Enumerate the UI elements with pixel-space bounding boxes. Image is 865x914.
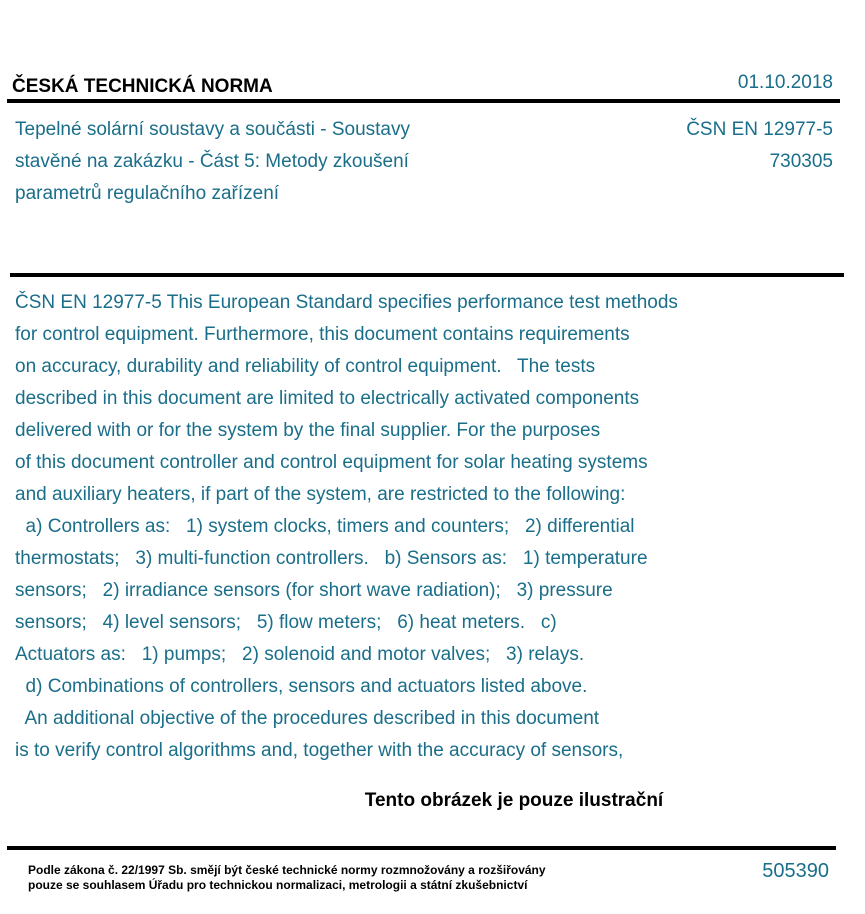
abstract-line: sensors; 4) level sensors; 5) flow meters; 6) heat meters. c): [15, 612, 557, 633]
abstract-line: Actuators as: 1) pumps; 2) solenoid and motor valves; 3) relays.: [15, 644, 585, 665]
catalog-number: 505390: [762, 860, 829, 882]
middle-divider: [10, 273, 844, 277]
document-identifiers: [686, 114, 833, 178]
legal-notice-line: pouze se souhlasem Úřadu pro technickou normalizaci, metrologii a státní zkušebnictví: [28, 878, 528, 892]
abstract-line: described in this document are limited to electrically activated components: [15, 388, 640, 409]
abstract-line: thermostats; 3) multi-function controllers. b) Sensors as: 1) temperature: [15, 548, 648, 569]
top-divider: [7, 99, 840, 103]
illustration-notice: Tento obrázek je pouze ilustrační: [364, 790, 664, 811]
document-title-line: Tepelné solární soustavy a součásti - Soustavy: [15, 119, 410, 140]
abstract-line: for control equipment. Furthermore, this document contains requirements: [15, 324, 630, 345]
publication-date: 01.10.2018: [737, 72, 833, 93]
abstract-line: An additional objective of the procedures described in this document: [15, 708, 600, 729]
abstract-line: sensors; 2) irradiance sensors (for short wave radiation); 3) pressure: [15, 580, 613, 601]
standard-id: ČSN EN 12977-5: [686, 119, 833, 140]
abstract-line: on accuracy, durability and reliability of control equipment. The tests: [15, 356, 596, 377]
abstract-line: ČSN EN 12977-5 This European Standard specifies performance test methods: [15, 292, 678, 313]
document-title-line: stavěné na zakázku - Část 5: Metody zkoušení: [15, 151, 409, 172]
bottom-divider: [7, 846, 836, 850]
document-title: [15, 114, 485, 210]
legal-notice-line: Podle zákona č. 22/1997 Sb. smějí být české technické normy rozmnožovány a rozšiřovány: [28, 863, 546, 877]
abstract-line: d) Combinations of controllers, sensors and actuators listed above.: [15, 676, 588, 697]
abstract: [15, 287, 815, 767]
abstract-line: and auxiliary heaters, if part of the system, are restricted to the following:: [15, 484, 626, 505]
abstract-line: of this document controller and control equipment for solar heating systems: [15, 452, 648, 473]
legal-notice: [28, 863, 546, 893]
abstract-line: a) Controllers as: 1) system clocks, timers and counters; 2) differential: [15, 516, 635, 537]
abstract-line: is to verify control algorithms and, together with the accuracy of sensors,: [15, 740, 624, 761]
document-title-line: parametrů regulačního zařízení: [15, 183, 280, 204]
header-title: ČESKÁ TECHNICKÁ NORMA: [12, 76, 273, 97]
abstract-line: delivered with or for the system by the final supplier. For the purposes: [15, 420, 601, 441]
class-code: 730305: [769, 151, 833, 172]
